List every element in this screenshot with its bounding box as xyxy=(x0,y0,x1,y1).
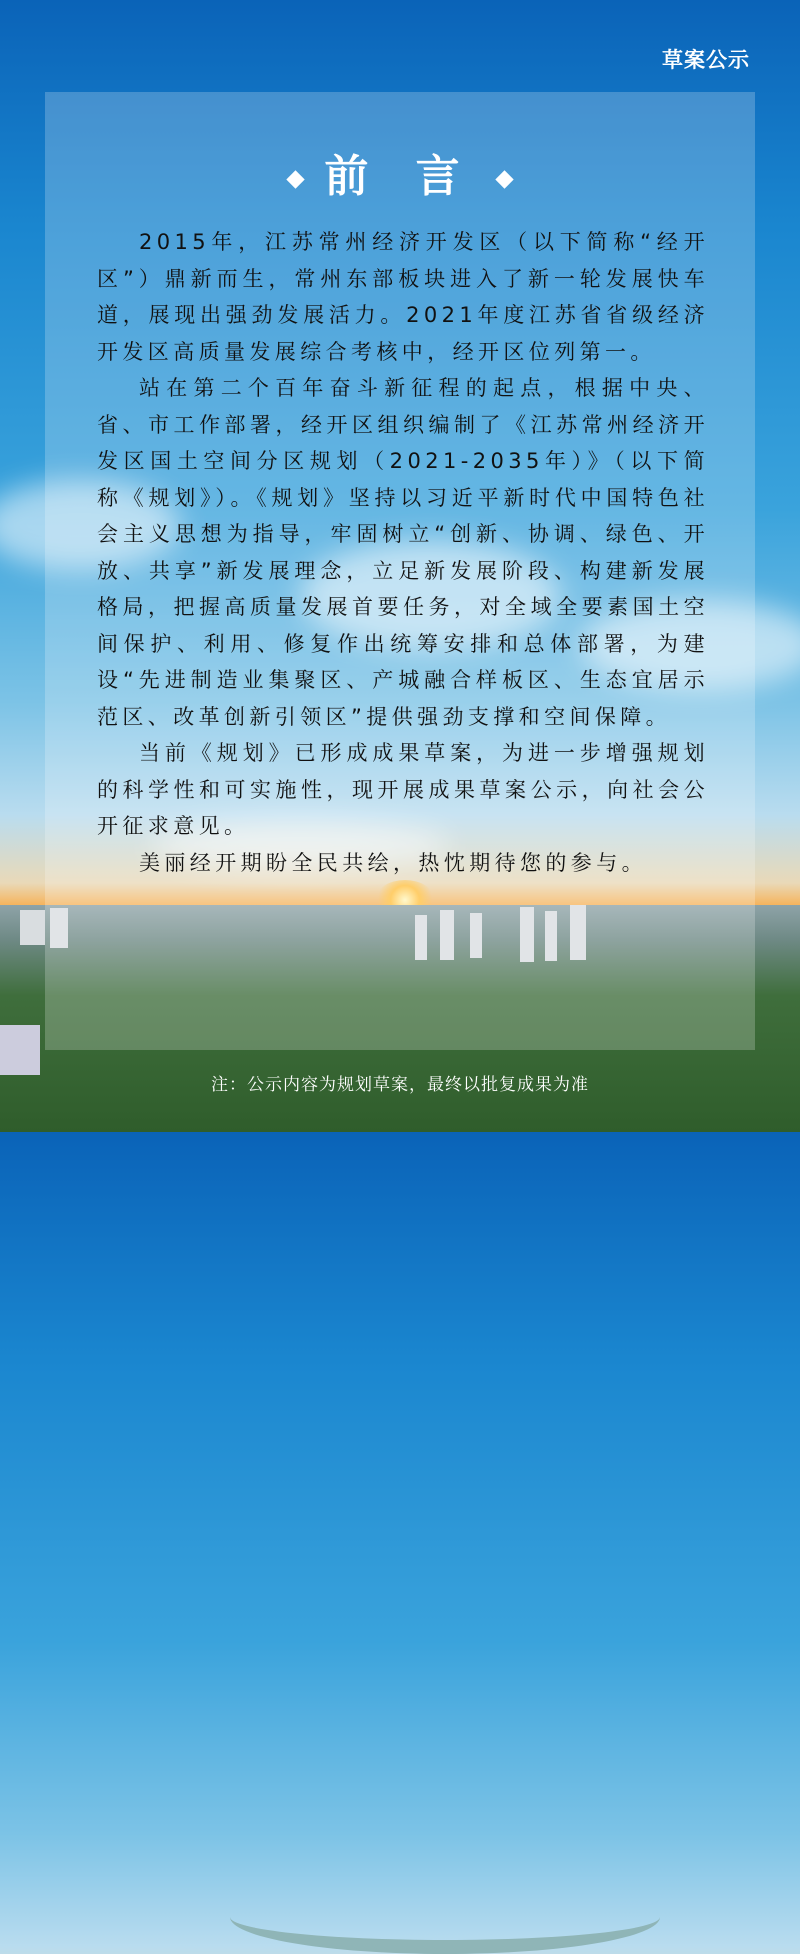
preface-body xyxy=(97,224,709,881)
page-title: 前 言 xyxy=(0,140,800,204)
paragraph: 美丽经开期盼全民共绘，热忱期待您的参与。 xyxy=(139,850,647,875)
paragraph: 当前《规划》已形成成果草案，为进一步增强规划的科学性和可实施性，现开展成果草案公示，向社会公开征求意见。 xyxy=(97,741,709,838)
draft-publicity-badge: 草案公示 xyxy=(662,48,750,72)
diamond-icon xyxy=(495,170,513,188)
diamond-icon xyxy=(287,170,305,188)
paragraph: 站在第二个百年奋斗新征程的起点，根据中央、省、市工作部署，经开区组织编制了《江苏常州经济开发区国土空间分区规划（2021-2035年）》（以下简称《规划》）。《规划》坚持以习近平新时代中国特色社会主义思想为指导，牢固树立“创新、协调、绿色、开放、共享”新发展理念，立足新发展阶段、构建新发展格局，把握高质量发展首要任务，对全域全要素国土空间保护、利用、修复作出统筹安排和总体部署，为建设“先进制造业集聚区、产城融合样板区、生态宜居示范区、改革创新引领区”提供强劲支撑和空间保障。 xyxy=(97,376,709,729)
footer-note: 注：公示内容为规划草案，最终以批复成果为准 xyxy=(211,1075,589,1095)
paragraph: 2015年，江苏常州经济开发区（以下简称“经开区”）鼎新而生，常州东部板块进入了新一轮发展快车道，展现出强劲发展活力。2021年度江苏省省级经济开发区高质量发展综合考核中，经开区位列第一。 xyxy=(97,230,709,364)
